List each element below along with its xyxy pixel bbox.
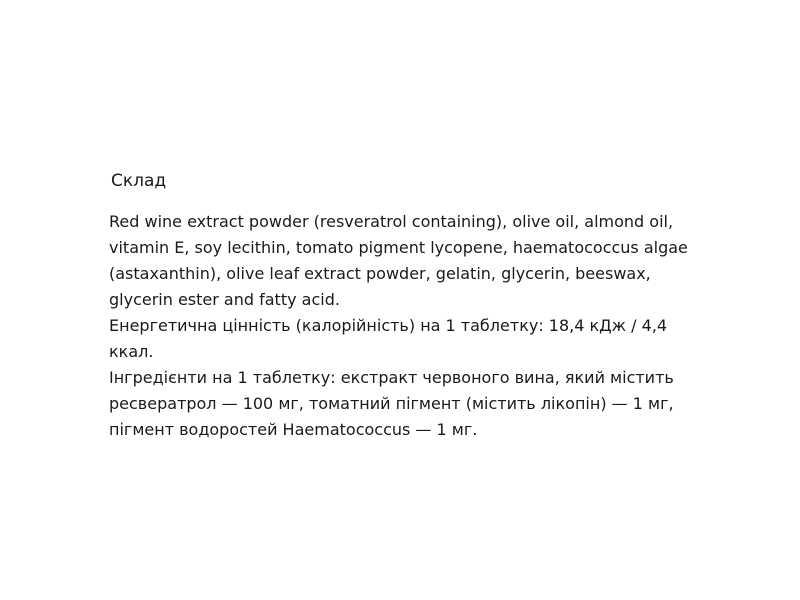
ingredients-paragraph: Red wine extract powder (resveratrol containing), olive oil, almond oil, vitamin E, soy lecithin, tomato pigment lycopene, haematococcus algae (astaxanthin), olive leaf extract powder, gelatin, glycerin, beeswax, glycerin ester and fatty acid. [109,212,688,309]
energy-value-paragraph: Енергетична цінність (калорійність) на 1 таблетку: 18,4 кДж / 4,4 ккал. [109,316,668,361]
ingredients-per-tablet-paragraph: Інгредієнти на 1 таблетку: екстракт червоного вина, який містить ресвератрол — 100 мг, томатний пігмент (містить лікопін) — 1 мг, пігмент водоростей Haematococcus — 1 мг. [109,368,674,439]
composition-section [109,170,709,443]
section-heading: Склад [111,171,167,191]
